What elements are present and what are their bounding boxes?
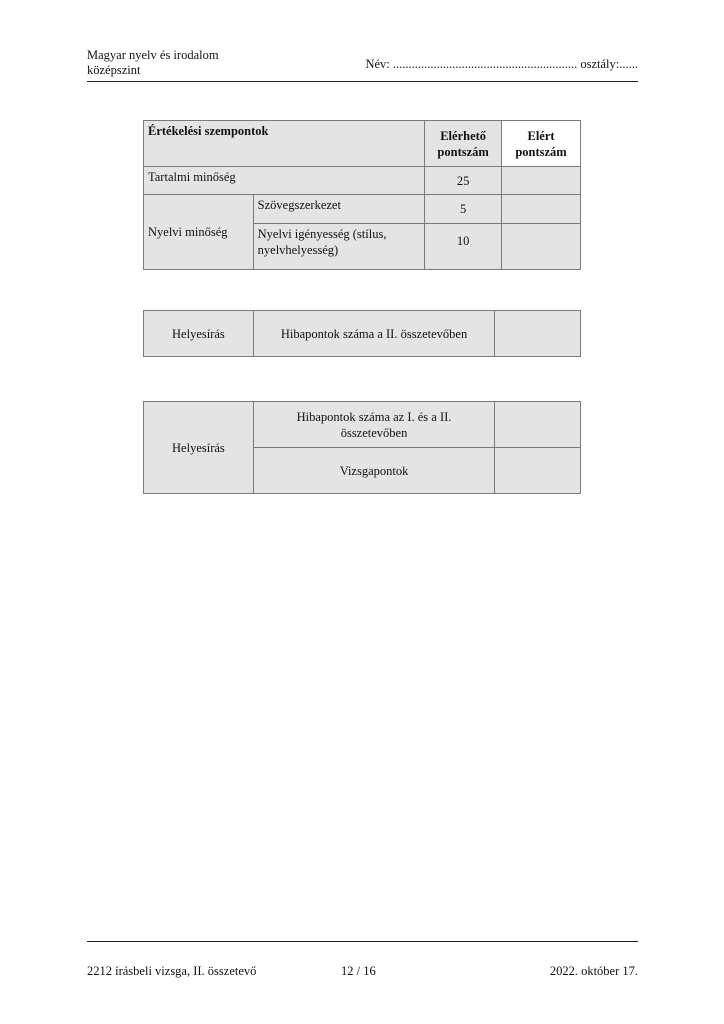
exam-code: 2212 írásbeli vizsga, II. összetevő (87, 964, 257, 978)
content-quality-achieved[interactable] (502, 167, 581, 195)
table-row (144, 121, 581, 167)
spelling-error-description: Hibapontok száma a II. összetevőben (253, 311, 494, 357)
exam-date: 2022. október 17. (549, 964, 638, 978)
achieved-header-line: pontszám (515, 144, 567, 159)
subject-title (87, 48, 219, 78)
page-header (87, 47, 638, 82)
spelling-label: Helyesírás (144, 311, 254, 357)
criteria-table (143, 120, 581, 270)
achieved-header-line: Elért (527, 128, 555, 143)
exam-points-value[interactable] (495, 448, 581, 494)
total-error-points[interactable] (495, 402, 581, 448)
subject-line: Magyar nyelv és irodalom (87, 48, 219, 62)
exam-spelling-label: Helyesírás (144, 402, 254, 494)
available-points-header (425, 121, 502, 167)
total-error-description (253, 402, 494, 448)
language-standard-points: 10 (425, 224, 502, 270)
text-structure-label: Szövegszerkezet (253, 195, 425, 224)
language-standard-label (253, 224, 425, 270)
content-quality-label: Tartalmi minőség (144, 167, 425, 195)
table-row (144, 311, 581, 357)
table-row (144, 167, 581, 195)
exam-points-label: Vizsgapontok (253, 448, 494, 494)
name-class-field: Név: ........................................................... osztály:...... (365, 57, 638, 71)
text-structure-points: 5 (425, 195, 502, 224)
criteria-header: Értékelési szempontok (144, 121, 425, 167)
achieved-points-header (502, 121, 581, 167)
exam-points-table (143, 401, 581, 494)
language-standard-line: nyelvhelyesség) (257, 243, 339, 257)
spelling-table (143, 310, 581, 357)
total-error-line: Hibapontok száma az I. és a II. (296, 409, 452, 424)
page-number: 12 / 16 (341, 964, 376, 978)
content-quality-points: 25 (425, 167, 502, 195)
table-row (144, 195, 581, 224)
level-line: középszint (87, 63, 141, 77)
spelling-error-points[interactable] (495, 311, 581, 357)
language-standard-achieved[interactable] (502, 224, 581, 270)
page-footer (87, 941, 638, 982)
language-quality-label: Nyelvi minőség (144, 195, 254, 270)
text-structure-achieved[interactable] (502, 195, 581, 224)
available-header-line: Elérhető (440, 128, 487, 143)
language-standard-line: Nyelvi igényesség (stílus, (257, 227, 387, 241)
table-row (144, 402, 581, 448)
total-error-line: összetevőben (340, 425, 408, 440)
available-header-line: pontszám (437, 144, 489, 159)
